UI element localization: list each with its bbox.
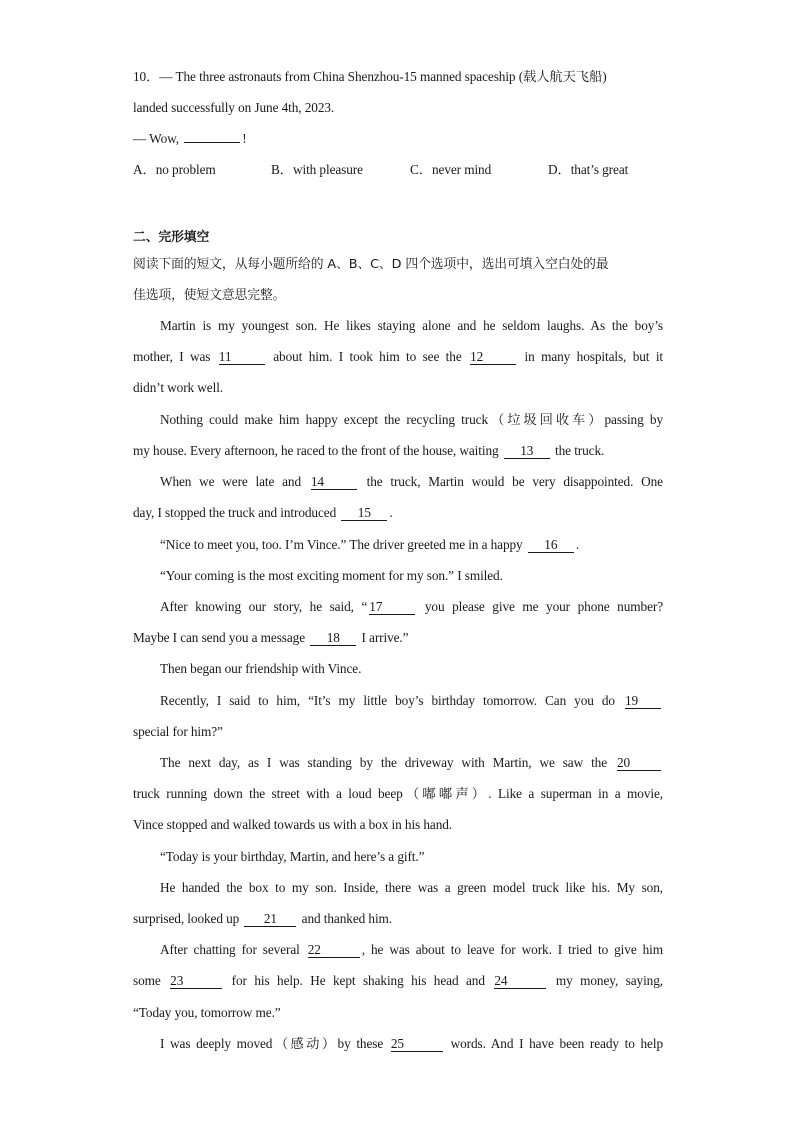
blank-16[interactable]: 16 <box>528 537 574 553</box>
blank-25[interactable]: 25 <box>391 1036 443 1052</box>
passage-line: “Today you, tomorrow me.” <box>133 1005 281 1020</box>
blank-14[interactable]: 14 <box>311 474 357 490</box>
passage-line: “Nice to meet you, too. I’m Vince.” The driver greeted me in a happy 16 . <box>160 537 580 552</box>
section-instructions-1: 阅读下面的短文，从每小题所给的 A、B、C、D 四个选项中，选出可填入空白处的最 <box>133 257 609 272</box>
q10-option-a[interactable]: A．no problem <box>133 162 216 177</box>
passage-line: “Today is your birthday, Martin, and here’s a gift.” <box>160 849 425 864</box>
blank-18[interactable]: 18 <box>310 630 356 646</box>
section-title: 二、完形填空 <box>133 230 210 245</box>
q10-option-d[interactable]: D．that’s great <box>548 162 629 177</box>
passage-line: day, I stopped the truck and introduced 15 . <box>133 505 393 520</box>
blank-23[interactable]: 23 <box>170 973 222 989</box>
q10-option-c[interactable]: C．never mind <box>410 162 492 177</box>
blank-12[interactable]: 12 <box>470 349 516 365</box>
passage-line: I was deeply moved（感动）by these 25 words. And I have been ready to help <box>160 1036 663 1051</box>
q10-stem: — The three astronauts from China Shenzhou-15 manned spaceship (载人航天飞船) <box>159 69 607 84</box>
q10-line-1 <box>133 68 663 86</box>
blank-22[interactable]: 22 <box>308 942 360 958</box>
q10-line-3: — Wow, ! <box>133 131 247 146</box>
passage-line: my house. Every afternoon, he raced to the front of the house, waiting 13 the truck. <box>133 443 605 458</box>
passage-line: truck running down the street with a loud beep（嘟嘟声）. Like a superman in a movie, <box>133 786 663 801</box>
blank-20[interactable]: 20 <box>617 755 661 771</box>
q10-answer-blank <box>184 142 240 143</box>
passage-line: Recently, I said to him, “It’s my little boy’s birthday tomorrow. Can you do 19 <box>160 692 663 710</box>
blank-13[interactable]: 13 <box>504 443 550 459</box>
passage-line: Maybe I can send you a message 18 I arrive.” <box>133 630 409 645</box>
blank-11[interactable]: 11 <box>219 349 265 365</box>
passage-line: Then began our friendship with Vince. <box>160 661 362 676</box>
blank-21[interactable]: 21 <box>244 911 296 927</box>
q10-options <box>133 161 663 179</box>
section-instructions-2: 佳选项，使短文意思完整。 <box>133 288 286 303</box>
passage-line: After knowing our story, he said, “ 17 you please give me your phone number? <box>160 599 664 614</box>
passage-line: didn’t work well. <box>133 380 224 395</box>
passage-line: The next day, as I was standing by the driveway with Martin, we saw the 20 <box>160 754 663 772</box>
passage-line: some 23 for his help. He kept shaking his head and 24 my money, saying, <box>133 973 663 988</box>
q10-option-b[interactable]: B．with pleasure <box>271 162 363 177</box>
passage-line: “Your coming is the most exciting moment for my son.” I smiled. <box>160 568 503 583</box>
passage-line: mother, I was 11 about him. I took him to see the 12 in many hospitals, but it <box>133 349 664 364</box>
blank-19[interactable]: 19 <box>625 693 661 709</box>
blank-17[interactable]: 17 <box>369 599 415 615</box>
blank-24[interactable]: 24 <box>494 973 546 989</box>
passage-line: surprised, looked up 21 and thanked him. <box>133 911 393 926</box>
passage-line: He handed the box to my son. Inside, there was a green model truck like his. My son, <box>160 880 663 895</box>
q10-number: 10． <box>133 69 160 84</box>
passage-line: special for him?” <box>133 724 223 739</box>
passage-line: After chatting for several 22 , he was about to leave for work. I tried to give him <box>160 942 664 957</box>
blank-15[interactable]: 15 <box>341 505 387 521</box>
passage-line: When we were late and 14 the truck, Martin would be very disappointed. One <box>160 474 663 489</box>
passage-line: Vince stopped and walked towards us with a box in his hand. <box>133 817 453 832</box>
passage-line: Nothing could make him happy except the recycling truck（垃圾回收车）passing by <box>160 412 663 427</box>
passage-line: Martin is my youngest son. He likes staying alone and he seldom laughs. As the boy’s <box>160 318 663 333</box>
q10-line-2: landed successfully on June 4th, 2023. <box>133 100 335 115</box>
